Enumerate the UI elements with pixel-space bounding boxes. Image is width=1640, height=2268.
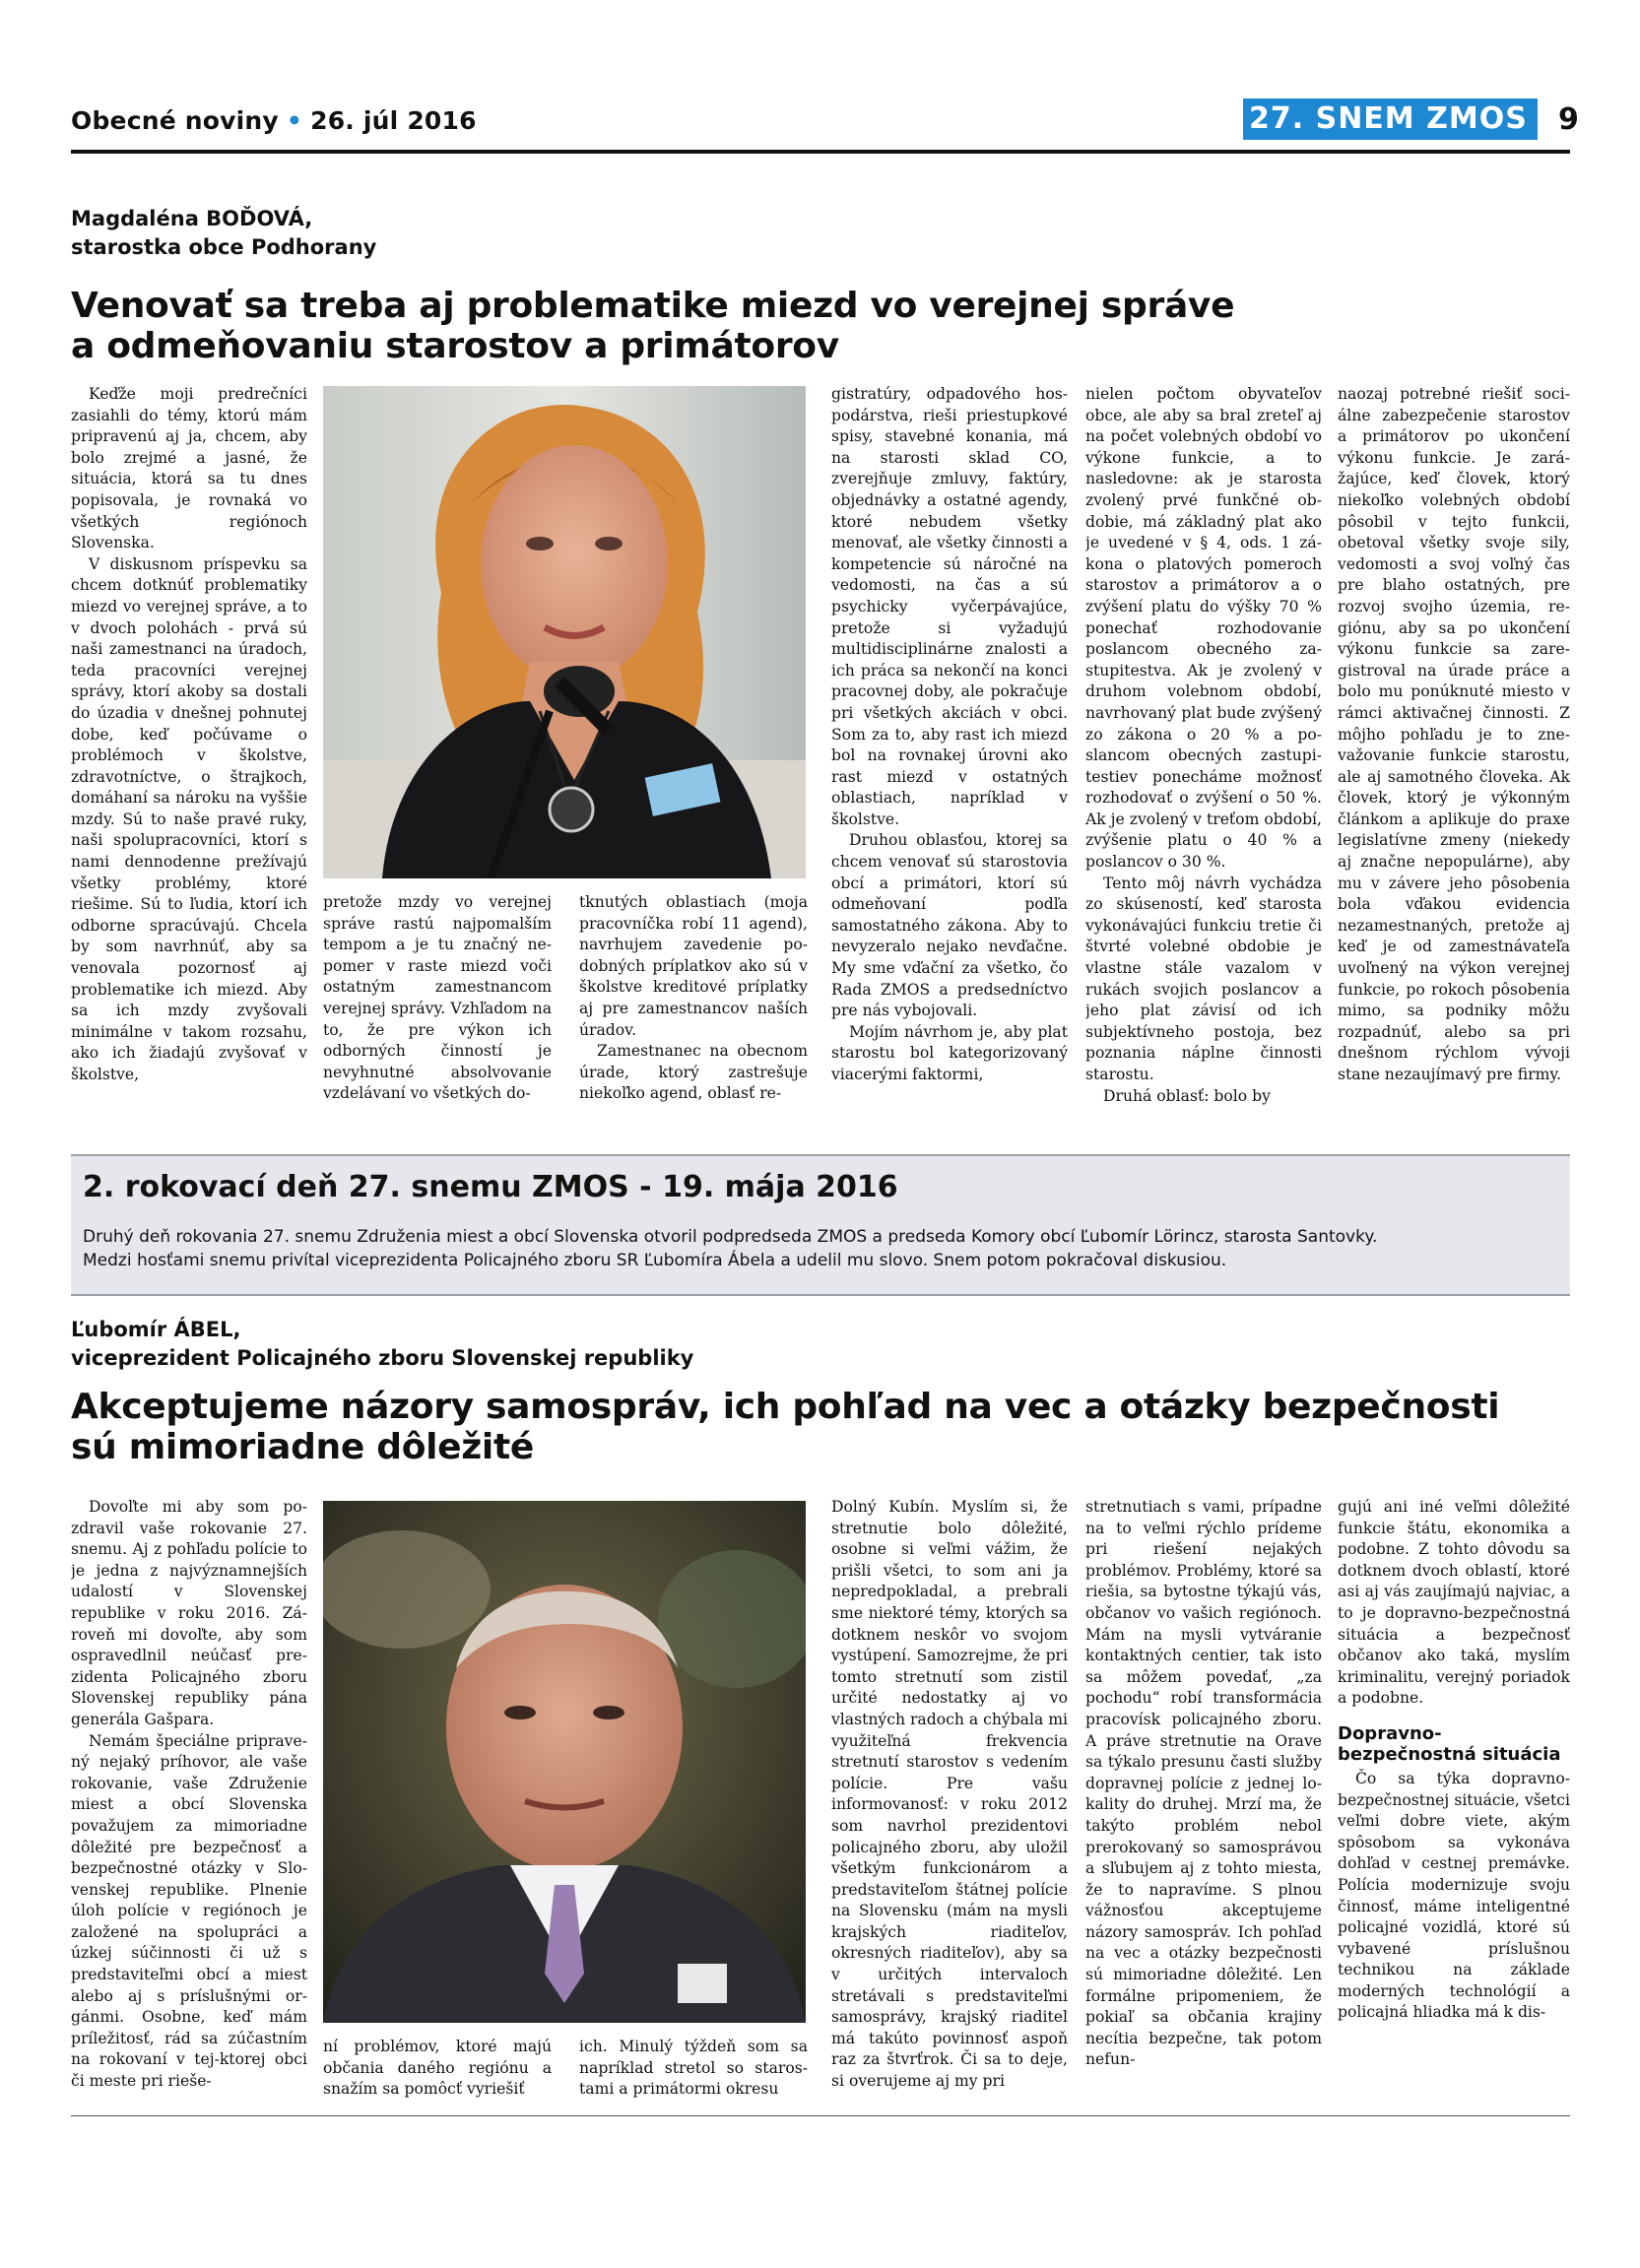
paragraph: Tento môj návrh vychádza zo skúseností, keď starosta vykonávajúci funkciu tretie či štvrté volebné obdobie je vlastne stále vazalom v rukách svojich poslancov a jeho plat závisí od ich subjektívneho postoja, bez poznania náplne činnosti starostu. [1085, 874, 1322, 1083]
article1-column-2 [323, 892, 552, 1143]
paragraph: Čo sa týka dopravno-bezpečnostnej situácie, všetci veľmi dobre viete, akým spôsobom sa vykonáva dohľad v cestnej premávke. Polícia modernizuje svoju činnosť, máme inteligentné policajné vozidlá, ktoré sú vybavené príslušnou technikou na základe moderných technológií a policajná hliadka má k dis- [1338, 1769, 1570, 2022]
masthead [71, 106, 477, 135]
paragraph: gujú ani iné veľmi dôležité funkcie štátu, ekonomika a podobne. Z tohto dôvodu sa dotknem dvoch oblastí, ktoré asi aj vás zaujímajú najviac, a to je dopravno-bezpečnostná situácia a bezpečnosť občanov ako taká, myslím kriminalitu, verejný poriadok a podobne. [1338, 1498, 1570, 1708]
article1-headline [71, 286, 1568, 366]
article2-column-4 [831, 1497, 1068, 2103]
paragraph: naozaj potrebné riešiť sociálne zabezpečenie starostov a primátorov po ukončení výkonu funkcie. Je zarážajúce, keď človek, ktorý niekoľko volebných období pôsobil v tejto funkcii, obetoval všetky svoje sily, vedomosti a svoj voľný čas pre blaho ostatných, pre rozvoj svojho územia, regiónu, aby sa po ukončení výkonu funkcie sa zaregistroval na úrade práce a bolo mu ponúknuté miesto v rámci aktivačnej činnosti. Z môjho pohľadu je to znevažovanie funkcie starostu, ale aj samotného človeka. Ak človek, ktorý je výkonným článkom a aplikuje do praxe legislatívne zmeny (niekedy aj značne nepopulárne), aby mu v závere jeho pôsobenia bola vďakou evidencia nezamestnaných, pretože aj keď je od zamestnávateľa uvoľnený na výkon verejnej funkcie, po rokoch pôsobenia mimo, sa podniky môžu rozpadnúť, alebo sa pri dnešnom rýchlom vývoji stane nezaujímavý pre firmy. [1338, 385, 1570, 1083]
article2-headline-line1: Akceptujeme názory samospráv, ich pohľad na vec a otázky bezpečnosti [71, 1387, 1500, 1427]
subheading: Dopravno-bezpečnostná situácia [1338, 1722, 1561, 1765]
section-label: 27. SNEM ZMOS [1243, 98, 1538, 140]
paragraph: stretnutiach s vami, prípadne na to veľmi rýchlo prídeme pri riešení nejakých problémov. Problémy, ktoré sa riešia, sa bytostne týkajú vás, občanov vo vašich regiónoch. Mám na mysli vytváranie kontaktných centier, tak isto sa môžem povedať, „za pochodu“ robí transformácia pracovísk policajného zboru. A práve stretnutie na Orave sa týkalo presunu časti služby dopravnej polície z jednej lokality do druhej. Mrzí ma, že takýto problém nebol prerokovaný so samosprávou a sľubujem aj z tohto miesta, že to napravíme. S plnou vážnosťou akceptujeme názory samospráv. Ich pohľad na vec a otázky bezpečnosti sú mimoriadne dôležité. Len formálne pripomeniem, že pokiaľ sa občania krajiny necítia bezpečne, tak potom nefun- [1085, 1498, 1322, 2069]
session-title: 2. rokovací deň 27. snemu ZMOS - 19. mája 2016 [83, 1170, 898, 1204]
article1-column-3 [579, 892, 808, 1143]
portrait-man-in-suit [323, 1501, 806, 2023]
article2-column-1 [71, 1497, 307, 2103]
article1-headline-line1: Venovať sa treba aj problematike miezd vo verejnej správe [71, 286, 1235, 326]
paragraph: Mojím návrhom je, aby plat starostu bol kategorizovaný viacerými faktormi, [831, 1022, 1068, 1083]
session-text-line2: Medzi hosťami snemu privítal viceprezidenta Policajného zboru SR Ľubomíra Ábela a udelil mu slovo. Snem potom pokračoval diskusiou. [83, 1251, 1227, 1270]
paragraph: gistratúry, odpadového hospodárstva, rieši priestupkové spisy, stavebné konania, má na starosti sklad CO, zverejňuje zmluvy, faktúry, objednávky a ostatné agendy, ktoré nebudem všetky menovať, ale všetky činnosti a kompetencie sú náročné na vedomosti, na čas a sú psychicky vyčerpávajúce, pretože si vyžadujú multidisciplinárne znalosti a ich práca sa nekončí na konci pracovnej doby, ale pokračuje pri všetkých akciách v obci. Som za to, aby rast ich miezd bol na rovnakej úrovni ako rast miezd v ostatných oblastiach, napríklad v školstve. [831, 385, 1068, 828]
article2-column-6 [1338, 1497, 1570, 2103]
session-info-box [71, 1154, 1570, 1296]
article2-headline [71, 1387, 1568, 1467]
paragraph: Dovoľte mi aby som pozdravil vaše rokovanie 27. snemu. Aj z pohľadu polície to je jedna z najvýznamnejších udalostí v Slovenskej republike v roku 2016. Zároveň mi dovoľte, aby som ospravedlnil neúčasť prezidenta Policajného zboru Slovenskej republiky pána generála Gašpara. [71, 1498, 307, 1728]
paragraph: nielen počtom obyvateľov obce, ale aby sa bral zreteľ aj na počet volebných období vo výkone funkcie, a to nasledovne: ak je starosta zvolený prvé funkčné obdobie, má základný plat ako je uvedené v § 4, ods. 1 zákona o platových pomeroch starostov a primátorov a o zvýšení platu do výšky 70 % ponechať rozhodovanie poslancom obecného zastupitestva. Ak je zvolený v druhom volebnom období, navrhovaný plat bude zvýšený zo zákona o 20 % a poslancom obecných zastupitestiev ponecháme možnosť rozhodovať o zvýšení o 50 %. Ak je zvolený v treťom období, zvýšenie platu o 40 % a poslancov o 30 %. [1085, 385, 1322, 872]
article1-photo [323, 386, 806, 878]
page-number: 9 [1558, 102, 1579, 137]
paragraph: Keďže moji predrečníci zasiahli do témy, ktorú mám pripravenú aj ja, chcem, aby bolo zrejmé a jasné, že situácia, ktorá sa tu dnes popisovala, je rovnaká vo všetkých regiónoch Slovenska. [71, 385, 307, 552]
article1-column-6 [1338, 384, 1570, 1142]
paragraph: pretože mzdy vo verejnej správe rastú najpomalším tempom a je tu značný nepomer v raste miezd voči ostatným zamestnancom verejnej správy. Vzhľadom na to, že pre výkon ich odborných činností je nevyhnutné absolvovanie vzdelávaní vo všetkých do- [323, 893, 552, 1103]
article1-column-5 [1085, 384, 1322, 1142]
bottom-rule [71, 2115, 1570, 2116]
paragraph: Dolný Kubín. Myslím si, že stretnutie bolo dôležité, osobne si veľmi vážim, že prišli všetci, to som ani ja nepredpokladal, a prebrali sme niektoré témy, ktorých sa dotknem neskôr vo svojom vystúpení. Samozrejme, že pri tomto stretnutí som zistil určité nedostatky aj vo vlastných radoch a chýbala mi využiteľná frekvencia stretnutí starostov s vedením polície. Pre vašu informovanosť: v roku 2012 som navrhol prezidentovi policajného zboru, aby uložil všetkým funkcionárom a predstaviteľom štátnej polície na Slovensku (mám na mysli krajských riaditeľov, okresných riaditeľov), aby sa v určitých intervaloch stretávali s predstaviteľmi samosprávy, krajský riaditeľ má takúto povinnosť aspoň raz za štvrťrok. Či sa to deje, si overujeme aj my pri [831, 1498, 1068, 2091]
portrait-woman-at-microphone [323, 386, 806, 878]
article2-column-2 [323, 2037, 552, 2106]
article1-column-4 [831, 384, 1068, 1142]
article2-photo [323, 1501, 806, 2023]
article2-byline [71, 1316, 693, 1373]
paragraph: Druhá oblasť: bolo by [1103, 1086, 1271, 1105]
issue-date: 26. júl 2016 [310, 106, 477, 135]
article1-headline-line2: a odmeňovaniu starostov a primátorov [71, 326, 839, 366]
article2-author-role: viceprezident Policajného zboru Slovenskej republiky [71, 1346, 694, 1370]
paragraph: Nemám špeciálne pripravený nejaký príhovor, ale vaše rokovanie, vaše Združenie miest a obcí Slovenska považujem za mimoriadne dôležité pre bezpečnosť a bezpečnostné otázky v Slovenskej republike. Plnenie úloh polície v regiónoch je založené na spolupráci a úzkej súčinnosti či už s predstaviteľmi obcí a miest alebo aj s príslušnými orgánmi. Osobne, keď mám príležitosť, rád sa zúčastním na rokovaní v tej-ktorej obci či meste pri rieše- [71, 1731, 307, 2091]
article1-author-name: Magdaléna BOĎOVÁ, [71, 207, 313, 230]
paragraph: V diskusnom príspevku sa chcem dotknúť problematiky miezd vo verejnej správe, a to v dvoch polohách - prvá sú naši zamestnanci na úradoch, teda pracovníci verejnej správy, ktorí akoby sa dostali do úzadia v dnešnej pohnutej dobe, keď počúvame o problémoch v školstve, zdravotníctve, o štrajkoch, domáhaní sa nároku na vyššie mzdy. Sú to naše pravé ruky, naši spolupracovníci, ktorí s nami dennodenne prežívajú všetky problémy, ktoré riešime. Sú to ľudia, ktorí ich odborne spracúvajú. Chcela by som navrhnúť, aby sa venovala pozornosť aj problematike ich miezd. Aby sa ich mzdy zvyšovali minimálne v takom rozsahu, ako ich žiadajú zvyšovať v školstve, [71, 554, 307, 1083]
header-rule [71, 150, 1570, 154]
article2-column-5 [1085, 1497, 1322, 2103]
session-text [83, 1225, 1550, 1272]
article2-headline-line2: sú mimoriadne dôležité [71, 1427, 534, 1467]
article2-column-3 [579, 2037, 808, 2106]
article1-author-role: starostka obce Podhorany [71, 235, 377, 259]
article1-byline [71, 205, 376, 262]
article1-column-1 [71, 384, 307, 1142]
paragraph: tknutých oblastiach (moja pracovníčka robí 11 agend), navrhujem zavedenie podobných príplatkov ako sú v školstve kreditové príplatky aj pre zamestnancov naších úradov. [579, 893, 808, 1039]
paragraph: Zamestnanec na obecnom úrade, ktorý zastrešuje niekoľko agend, oblasť re- [579, 1042, 808, 1103]
paragraph: Druhou oblasťou, ktorej sa chcem venovať sú starostovia obcí a primátori, ktorí sú odmeňovaní podľa samostatného zákona. Aby to nevyzeralo nejako nevďačne. My sme vďační za všetko, čo Rada ZMOS a predsedníctvo pre nás vybojovali. [831, 831, 1068, 1020]
article2-author-name: Ľubomír ÁBEL, [71, 1318, 241, 1341]
paragraph: ich. Minulý týždeň som sa napríklad stretol so starostami a primátormi okresu [579, 2038, 808, 2099]
separator-dot: • [286, 106, 303, 135]
session-text-line1: Druhý deň rokovania 27. snemu Združenia miest a obcí Slovenska otvoril podpredseda ZMOS a predseda Komory obcí Ľubomír Lörincz, starosta Santovky. [83, 1227, 1378, 1247]
paper-name: Obecné noviny [71, 106, 279, 135]
paragraph: ní problémov, ktoré majú občania daného regiónu a snažím sa pomôcť vyriešiť [323, 2038, 552, 2099]
